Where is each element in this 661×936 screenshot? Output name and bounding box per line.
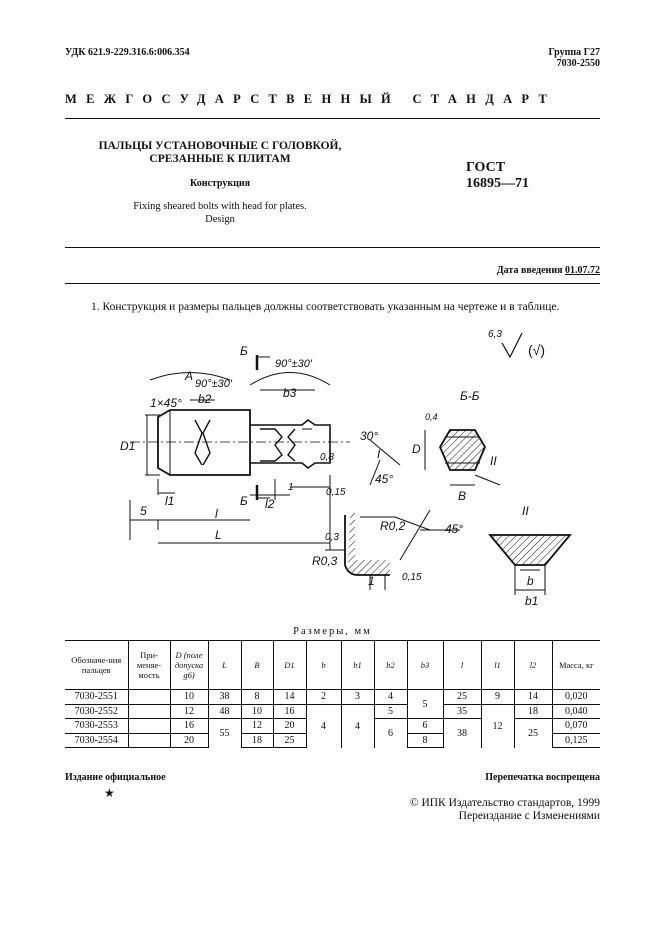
label-R02: R0,2 [380, 519, 406, 533]
table-cell: 7030-2552 [65, 704, 128, 719]
col-header: L [208, 641, 241, 690]
label-l1: l1 [165, 494, 175, 508]
group-code [548, 47, 600, 69]
label-A: A [185, 369, 194, 383]
table-cell: 16 [273, 704, 306, 719]
intro-date-value: 01.07.72 [565, 265, 600, 276]
english-title [70, 200, 370, 226]
label-section-bb: Б-Б [460, 389, 480, 403]
table-cell: 38 [208, 690, 241, 705]
table-cell: 25 [273, 733, 306, 748]
table-cell: 7030-2553 [65, 719, 128, 734]
roughness-value: 6,3 [488, 329, 502, 340]
col-header: b2 [374, 641, 407, 690]
dimensions-table [65, 640, 600, 748]
label-I-top: I [377, 447, 381, 461]
col-header: При-меняе-мость [128, 641, 170, 690]
label-D: D [412, 442, 421, 456]
col-header: Обозначе-ния пальцев [65, 641, 128, 690]
table-cell [128, 690, 170, 705]
col-header: D1 [273, 641, 306, 690]
table-cell: 16 [170, 719, 208, 734]
label-B: B [458, 489, 467, 503]
table-cell: 0,020 [552, 690, 600, 705]
table-cell: 2 [306, 690, 341, 705]
label-D1: D1 [120, 439, 136, 453]
english-line-2: Design [205, 214, 235, 225]
label-angle2: 90°±30′ [275, 358, 312, 370]
table-cell: 4 [306, 704, 341, 748]
col-header: D (поле допуска g6) [170, 641, 208, 690]
table-cell: 18 [241, 733, 273, 748]
label-r04: 0,4 [425, 412, 438, 422]
col-header: l2 [514, 641, 552, 690]
divider-middle [65, 247, 600, 248]
copyright-line: © ИПК Издательство стандартов, 1999 [409, 797, 600, 809]
table-cell: 18 [514, 704, 552, 719]
label-one-b: 1 [368, 574, 375, 588]
table-cell: 12 [481, 704, 514, 748]
table-caption: Размеры, мм [293, 626, 372, 637]
technical-drawing [90, 325, 610, 625]
label-a45b: 45° [445, 522, 464, 536]
label-r03: 0,3 [325, 532, 339, 543]
title-line-2: СРЕЗАННЫЕ К ПЛИТАМ [149, 153, 291, 165]
col-header: l [443, 641, 481, 690]
label-R03: R0,3 [312, 554, 338, 568]
label-L: L [215, 528, 222, 542]
intro-date-label: Дата введения [496, 265, 563, 276]
table-cell: 38 [443, 719, 481, 748]
col-header: Масса, кг [552, 641, 600, 690]
table-cell: 4 [374, 690, 407, 705]
table-cell: 0,070 [552, 719, 600, 734]
label-II: II [490, 454, 497, 468]
group-number: 7030-2550 [556, 58, 600, 69]
gost-code: 16895—71 [466, 176, 529, 191]
label-b3: b3 [283, 386, 297, 400]
label-b1: b1 [525, 594, 539, 608]
star-icon: ★ [104, 786, 115, 800]
label-B-top: Б [240, 344, 248, 358]
label-angle1: 90°±30′ [195, 378, 232, 390]
pin-head-outline [158, 410, 250, 475]
table-row [65, 690, 600, 705]
label-one: 1 [288, 482, 294, 493]
table-cell: 6 [374, 719, 407, 748]
table-cell: 55 [208, 719, 241, 748]
official-edition: Издание официальное [65, 772, 166, 783]
divider-top [65, 118, 600, 119]
label-five: 5 [140, 504, 147, 518]
reprint-notice: Перепечатка воспрещена [485, 772, 600, 783]
document-title [70, 140, 370, 166]
table-cell: 8 [241, 690, 273, 705]
reissue-line: Переиздание с Изменениями [458, 810, 600, 822]
table-cell: 7030-2554 [65, 733, 128, 748]
intro-date [497, 265, 600, 276]
table-cell: 20 [273, 719, 306, 734]
gost-number [466, 160, 529, 192]
table-cell: 8 [407, 733, 443, 748]
label-B-bottom: Б [240, 494, 248, 508]
table-cell: 0,125 [552, 733, 600, 748]
label-a45: 45° [375, 472, 394, 486]
col-header: b3 [407, 641, 443, 690]
table-cell: 25 [443, 690, 481, 705]
table-cell: 48 [208, 704, 241, 719]
table-cell: 7030-2551 [65, 690, 128, 705]
table-cell: 20 [170, 733, 208, 748]
group-label: Группа Г27 [548, 47, 600, 58]
table-cell: 6 [407, 719, 443, 734]
table-cell: 14 [273, 690, 306, 705]
col-header: b1 [341, 641, 374, 690]
table-cell [128, 733, 170, 748]
english-line-1: Fixing sheared bolts with head for plates. [133, 201, 307, 212]
divider-date [65, 283, 600, 284]
table-row [65, 704, 600, 719]
table-cell: 4 [341, 704, 374, 748]
standard-banner: МЕЖГОСУДАРСТВЕННЫЙ СТАНДАРТ [65, 92, 557, 106]
table-cell: 12 [170, 704, 208, 719]
label-r08: 0,8 [320, 452, 334, 463]
label-r015b: 0,15 [402, 572, 422, 583]
col-header: B [241, 641, 273, 690]
label-r015: 0,15 [326, 487, 346, 498]
table-cell: 0,040 [552, 704, 600, 719]
col-header: l1 [481, 641, 514, 690]
title-line-1: ПАЛЬЦЫ УСТАНОВОЧНЫЕ С ГОЛОВКОЙ, [98, 140, 342, 152]
table-cell: 10 [170, 690, 208, 705]
label-chamfer: 1×45° [150, 396, 182, 410]
label-b: b [527, 574, 534, 588]
label-l2: l2 [265, 497, 275, 511]
table-cell [128, 719, 170, 734]
table-cell: 12 [241, 719, 273, 734]
label-II-detail: II [522, 504, 529, 518]
table-cell: 9 [481, 690, 514, 705]
table-cell: 5 [374, 704, 407, 719]
table-header-row [65, 641, 600, 690]
label-a30: 30° [360, 429, 379, 443]
roughness-paren: (√) [528, 342, 546, 358]
udk-code: УДК 621.9-229.316.6:006.354 [65, 47, 190, 58]
table-cell [128, 704, 170, 719]
gost-label: ГОСТ [466, 160, 506, 175]
table-cell: 14 [514, 690, 552, 705]
document-subtitle: Конструкция [189, 178, 251, 189]
copyright [410, 797, 600, 823]
table-cell: 25 [514, 719, 552, 748]
table-cell: 5 [407, 690, 443, 719]
label-b2: b2 [198, 392, 212, 406]
table-cell: 35 [443, 704, 481, 719]
col-header: b [306, 641, 341, 690]
table-cell: 10 [241, 704, 273, 719]
paragraph-1: 1. Конструкция и размеры пальцев должны соответствовать указанным на чертеже и в таблице. [91, 301, 560, 313]
detail-ii-outline [490, 535, 570, 565]
table-cell: 3 [341, 690, 374, 705]
label-l: l [215, 507, 218, 521]
